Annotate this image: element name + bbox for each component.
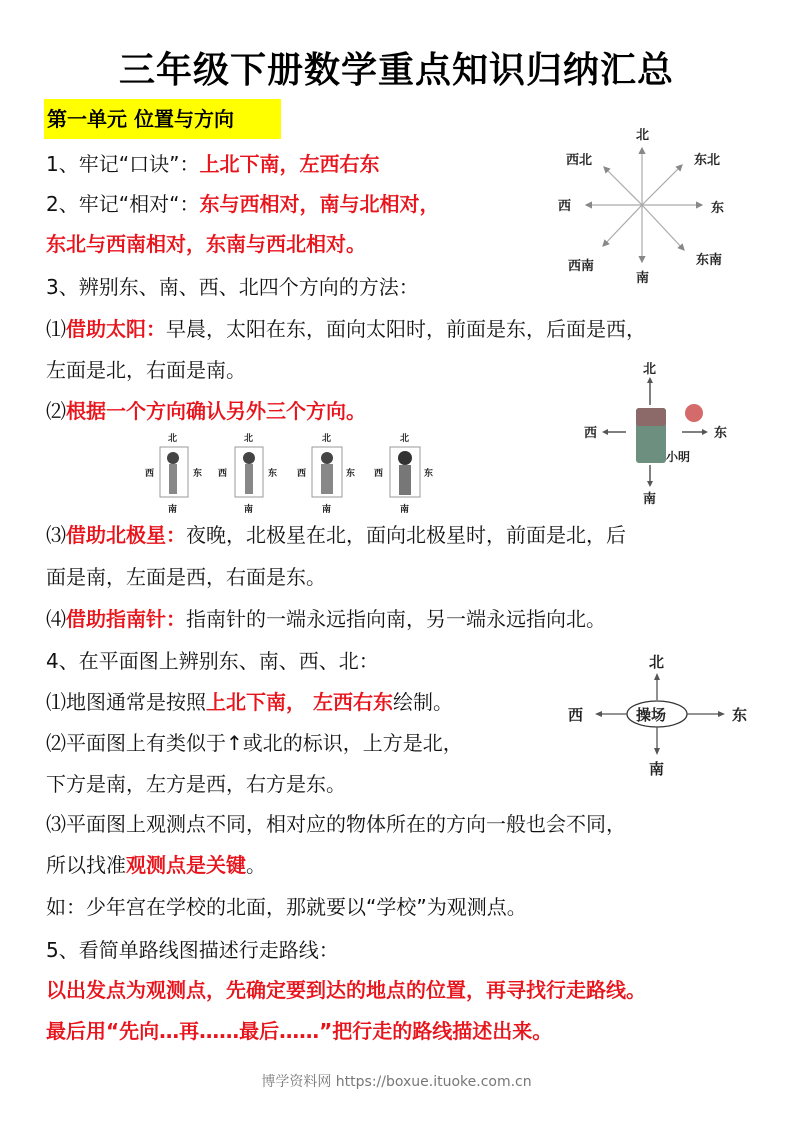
body-text: ⑷ <box>46 607 66 631</box>
text-line <box>46 230 366 258</box>
text-line <box>46 688 453 716</box>
text-line <box>46 605 606 633</box>
svg-text:西: 西 <box>297 469 307 479</box>
svg-text:东: 东 <box>424 469 434 479</box>
key-point-text: 以出发点为观测点，先确定要到达的地点的位置，再寻找行走路线。 <box>46 978 646 1002</box>
body-text: 下方是南，左方是西，右方是东。 <box>46 772 346 796</box>
compass-s: 南 <box>636 271 650 286</box>
compass-nw: 西北 <box>566 153 593 168</box>
body-text: 如：少年宫在学校的北面，那就要以“学校”为观测点。 <box>46 895 527 919</box>
body-text: 指南针的一端永远指向南，另一端永远指向北。 <box>186 607 606 631</box>
svg-text:东: 东 <box>714 426 728 441</box>
svg-text:南: 南 <box>244 505 254 515</box>
person-3 <box>297 432 355 515</box>
text-line <box>46 729 463 757</box>
text-line <box>46 150 379 178</box>
person-2 <box>218 432 277 515</box>
body-text: 夜晚，北极星在北，面向北极星时，前面是北，后 <box>186 523 626 547</box>
body-text: 所以找准 <box>46 853 126 877</box>
key-point-text: 借助太阳： <box>66 317 166 341</box>
text-line <box>46 936 339 964</box>
svg-text:西: 西 <box>568 706 584 724</box>
body-text: 面是南，左面是西，右面是东。 <box>46 565 326 589</box>
text-line <box>46 810 626 838</box>
svg-text:南: 南 <box>400 505 410 515</box>
text-line <box>46 1017 552 1045</box>
text-line <box>46 976 646 1004</box>
svg-text:北: 北 <box>322 434 332 444</box>
key-point-text: 上北下南，左西右东 <box>199 152 380 176</box>
playground-compass-figure <box>560 650 760 780</box>
body-text: 1、牢记“口诀”： <box>46 152 200 176</box>
body-text: 4、在平面图上辨别东、南、西、北： <box>46 649 379 673</box>
key-point-text: 观测点是关键 <box>126 853 246 877</box>
text-line <box>46 521 626 549</box>
text-line <box>46 893 527 921</box>
key-point-text: 借助北极星： <box>66 523 186 547</box>
svg-text:南: 南 <box>643 492 657 507</box>
svg-text:小明: 小明 <box>666 450 691 464</box>
svg-text:东: 东 <box>732 706 748 724</box>
body-text: 2、牢记“相对“： <box>46 192 200 216</box>
svg-text:西: 西 <box>584 426 598 441</box>
body-text: 早晨，太阳在东，面向太阳时，前面是东，后面是西， <box>166 317 646 341</box>
body-text: 3、辨别东、南、西、北四个方向的方法： <box>46 275 419 299</box>
text-line <box>46 397 366 425</box>
body-text: ⑴地图通常是按照 <box>46 690 206 714</box>
svg-text:西: 西 <box>218 469 228 479</box>
text-line <box>46 190 439 218</box>
svg-text:东: 东 <box>346 469 356 479</box>
body-text: ⑵平面图上有类似于↑或北的标识，上方是北， <box>46 731 463 755</box>
key-point-text: 东北与西南相对，东南与西北相对。 <box>46 232 366 256</box>
svg-text:北: 北 <box>244 434 254 444</box>
key-point-text: 最后用“先向…再……最后……”把行走的路线描述出来。 <box>46 1019 553 1043</box>
compass-8-figure <box>556 122 741 287</box>
body-text: ⑵ <box>46 399 66 423</box>
body-text: 。 <box>246 853 266 877</box>
body-text: ⑶ <box>46 523 66 547</box>
text-line <box>46 356 246 384</box>
unit-heading: 第一单元 位置与方向 <box>44 99 281 139</box>
svg-text:北: 北 <box>400 434 410 444</box>
key-point-text: 借助指南针： <box>66 607 186 631</box>
text-line <box>46 647 379 675</box>
compass-w: 西 <box>558 199 572 214</box>
body-text: 绘制。 <box>392 690 453 714</box>
body-text: ⑴ <box>46 317 66 341</box>
sun-icon <box>685 404 703 422</box>
svg-text:北: 北 <box>643 362 657 377</box>
compass-e: 东 <box>711 201 725 216</box>
key-point-text: 上北下南， 左西右东 <box>206 690 393 714</box>
text-line <box>46 770 346 798</box>
body-text: 左面是北，右面是南。 <box>46 358 246 382</box>
compass-ne: 东北 <box>694 153 721 168</box>
svg-text:西: 西 <box>145 469 155 479</box>
svg-text:南: 南 <box>649 760 665 778</box>
sun-direction-figure <box>574 355 754 510</box>
text-line <box>46 315 646 343</box>
compass-sw: 西南 <box>568 259 595 274</box>
footer-source: 博学资料网 https://boxue.ituoke.com.cn <box>261 1074 532 1090</box>
svg-text:西: 西 <box>374 469 384 479</box>
body-text: ⑶平面图上观测点不同，相对应的物体所在的方向一般也会不同， <box>46 812 626 836</box>
compass-n: 北 <box>636 128 650 143</box>
compass-se: 东南 <box>696 253 723 268</box>
page-title: 三年级下册数学重点知识归纳汇总 <box>118 50 674 91</box>
playground-label: 操场 <box>636 706 667 724</box>
key-point-text: 根据一个方向确认另外三个方向。 <box>66 399 366 423</box>
svg-text:南: 南 <box>168 505 178 515</box>
text-line <box>46 851 266 879</box>
person-1 <box>145 432 202 515</box>
svg-text:北: 北 <box>649 653 665 671</box>
body-text: 5、看简单路线图描述行走路线： <box>46 938 339 962</box>
people-orientation-figure <box>140 428 440 518</box>
key-point-text: 东与西相对，南与北相对， <box>199 192 440 216</box>
text-line <box>46 273 419 301</box>
svg-text:东: 东 <box>268 469 278 479</box>
svg-text:北: 北 <box>168 434 178 444</box>
person-4 <box>374 432 433 515</box>
svg-text:东: 东 <box>193 469 203 479</box>
svg-text:南: 南 <box>322 505 332 515</box>
text-line <box>46 563 326 591</box>
